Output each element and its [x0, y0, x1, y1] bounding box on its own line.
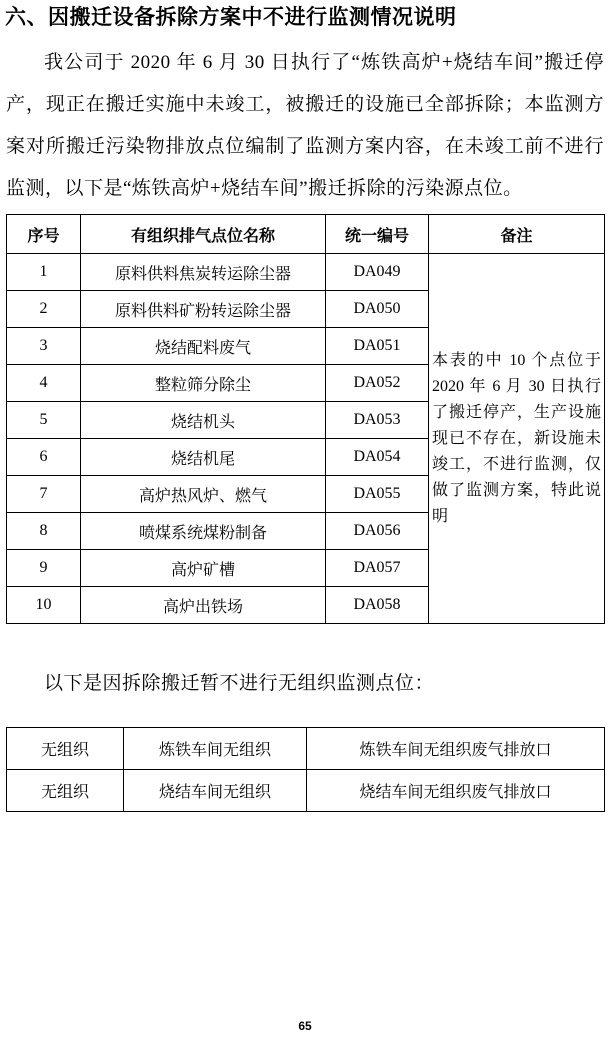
cell-name: 整粒筛分除尘	[81, 365, 326, 402]
cell-code: DA050	[326, 291, 429, 328]
column-header-name: 有组织排气点位名称	[81, 215, 326, 254]
table-header-row	[7, 215, 605, 254]
cell-no: 8	[7, 513, 81, 550]
cell-name: 高炉矿槽	[81, 550, 326, 587]
cell-code: DA054	[326, 439, 429, 476]
cell-name: 喷煤系统煤粉制备	[81, 513, 326, 550]
cell-name: 烧结机尾	[81, 439, 326, 476]
document-page	[0, 5, 610, 1042]
column-header-no: 序号	[7, 215, 81, 254]
cell-code: DA053	[326, 402, 429, 439]
cell-code: DA058	[326, 587, 429, 624]
table-row	[7, 770, 605, 812]
cell-no: 9	[7, 550, 81, 587]
cell-code: DA057	[326, 550, 429, 587]
cell-name: 原料供料矿粉转运除尘器	[81, 291, 326, 328]
table-row	[7, 728, 605, 770]
cell-code: DA051	[326, 328, 429, 365]
cell-code: DA052	[326, 365, 429, 402]
cell-code: DA049	[326, 254, 429, 291]
cell-type: 无组织	[7, 728, 124, 770]
cell-name: 原料供料焦炭转运除尘器	[81, 254, 326, 291]
intro-paragraph: 我公司于 2020 年 6 月 30 日执行了“炼铁高炉+烧结车间”搬迁停产，现正在搬迁实施中未竣工，被搬迁的设施已全部拆除；本监测方案对所搬迁污染物排放点位编制了监测方案内容，在未竣工前不进行监测，以下是“炼铁高炉+烧结车间”搬迁拆除的污染源点位。	[6, 52, 604, 199]
page-number: 65	[298, 1019, 312, 1033]
cell-name: 高炉出铁场	[81, 587, 326, 624]
cell-no: 1	[7, 254, 81, 291]
column-header-code: 统一编号	[326, 215, 429, 254]
cell-type: 无组织	[7, 770, 124, 812]
unorganized-points-intro: 以下是因拆除搬迁暂不进行无组织监测点位：	[44, 673, 435, 694]
cell-code: DA056	[326, 513, 429, 550]
cell-name: 烧结机头	[81, 402, 326, 439]
cell-no: 6	[7, 439, 81, 476]
cell-name: 高炉热风炉、燃气	[81, 476, 326, 513]
column-header-remark: 备注	[429, 215, 605, 254]
cell-name: 烧结配料废气	[81, 328, 326, 365]
cell-no: 5	[7, 402, 81, 439]
cell-no: 3	[7, 328, 81, 365]
cell-code: DA055	[326, 476, 429, 513]
cell-workshop: 炼铁车间无组织	[124, 728, 307, 770]
cell-outlet: 烧结车间无组织废气排放口	[307, 770, 605, 812]
unorganized-emission-points-table	[6, 727, 605, 812]
remark-merged-cell: 本表的中 10 个点位于 2020 年 6 月 30 日执行了搬迁停产，生产设施现已不存在，新设施未竣工，不进行监测，仅做了监测方案，特此说明	[429, 254, 605, 624]
cell-no: 2	[7, 291, 81, 328]
table-row	[7, 254, 605, 291]
cell-outlet: 炼铁车间无组织废气排放口	[307, 728, 605, 770]
page-title: 六、因搬迁设备拆除方案中不进行监测情况说明	[5, 6, 457, 29]
cell-workshop: 烧结车间无组织	[124, 770, 307, 812]
cell-no: 7	[7, 476, 81, 513]
organized-emission-points-table	[6, 214, 605, 624]
cell-no: 4	[7, 365, 81, 402]
cell-no: 10	[7, 587, 81, 624]
